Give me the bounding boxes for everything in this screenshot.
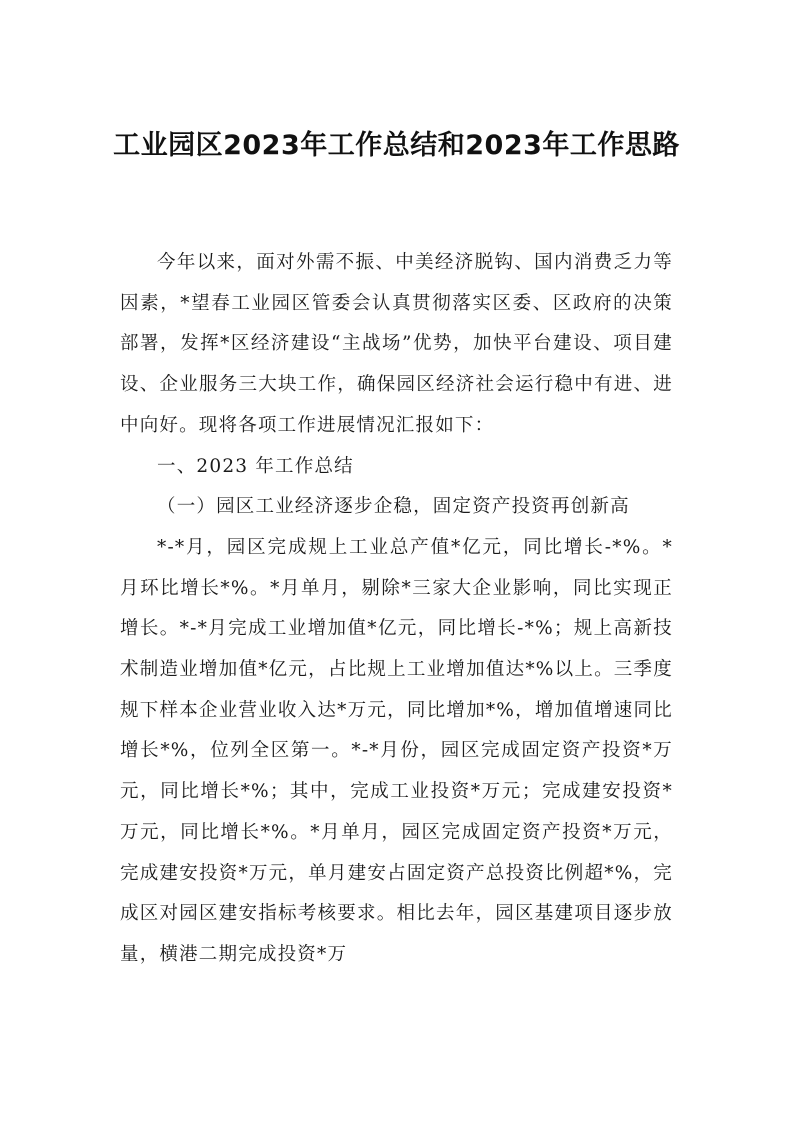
document-body: [120, 243, 673, 976]
document-title: 工业园区2023年工作总结和2023年工作思路: [113, 130, 680, 161]
paragraph-intro: 今年以来，面对外需不振、中美经济脱钩、国内消费乏力等因素，*望春工业园区管委会认真贯彻落实区委、区政府的决策部署，发挥*区经济建设“主战场”优势，加快平台建设、项目建设、企业服务三大块工作，确保园区经济社会运行稳中有进、进中向好。现将各项工作进展情况汇报如下：: [120, 252, 673, 436]
paragraph-economy: *-*月，园区完成规上工业总产值*亿元，同比增长-*%。*月环比增长*%。*月单月，剔除*三家大企业影响，同比实现正增长。*-*月完成工业增加值*亿元，同比增长-*%；规上高新技术制造业增加值*亿元，占比规上工业增加值达*%以上。三季度规下样本企业营业收入达*万元，同比增加*%，增加值增速同比增长*%，位列全区第一。*-*月份，园区完成固定资产投资*万元，同比增长*%；其中，完成工业投资*万元；完成建安投资*万元，同比增长*%。*月单月，园区完成固定资产投资*万元，完成建安投资*万元，单月建安占固定资产总投资比例超*%，完成区对园区建安指标考核要求。相比去年，园区基建项目逐步放量，横港二期完成投资*万: [120, 536, 673, 965]
subsection-heading: （一）园区工业经济逐步企稳，固定资产投资再创新高: [157, 496, 630, 518]
section-heading: 一、2023 年工作总结: [157, 455, 354, 477]
